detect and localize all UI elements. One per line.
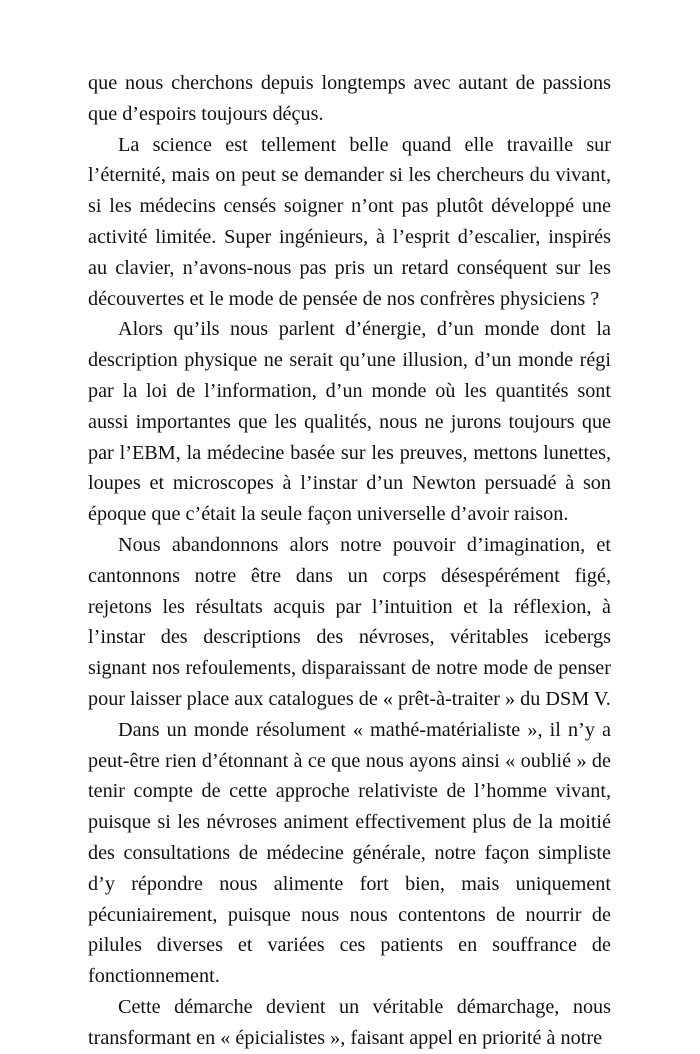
paragraph-2: La science est tellement belle quand elle travaille sur l’éternité, mais on peut se demander si les chercheurs du vivant, si les médecins censés soigner n’ont pas plutôt développé une activité limitée. Super ingénieurs, à l’esprit d’escalier, inspirés au clavier, n’avons-nous pas pris un retard conséquent sur les découvertes et le mode de pensée de nos confrères physiciens ? [88, 133, 611, 310]
document-page [88, 68, 611, 1054]
paragraph-6: Cette démarche devient un véritable démarchage, nous transformant en « épicialistes », faisant appel en priorité à notre [88, 995, 611, 1049]
paragraph-5: Dans un monde résolument « mathé-matérialiste », il n’y a peut-être rien d’étonnant à ce que nous ayons ainsi « oublié » de tenir compte de cette approche relativiste de l’homme vivant, puisque si les névroses animent effectivement plus de la moitié des consultations de médecine générale, notre façon simpliste d’y répondre nous alimente fort bien, mais uniquement pécuniairement, puisque nous nous contentons de nourrir de pilules diverses et variées ces patients en souffrance de fonctionnement. [88, 718, 611, 988]
paragraph-4: Nous abandonnons alors notre pouvoir d’imagination, et cantonnons notre être dans un corps désespérément figé, rejetons les résultats acquis par l’intuition et la réflexion, à l’instar des descriptions des névroses, véritables icebergs signant nos refoulements, disparaissant de notre mode de penser pour laisser place aux catalogues de « prêt-à-traiter » du DSM V. [88, 533, 611, 710]
paragraph-1: que nous cherchons depuis longtemps avec autant de passions que d’espoirs toujours déçus. [88, 72, 611, 125]
paragraph-3: Alors qu’ils nous parlent d’énergie, d’un monde dont la description physique ne serait qu’une illusion, d’un monde régi par la loi de l’information, d’un monde où les quantités sont aussi importantes que les qualités, nous ne jurons toujours que par l’EBM, la médecine basée sur les preuves, mettons lunettes, loupes et microscopes à l’instar d’un Newton persuadé à son époque que c’était la seule façon universelle d’avoir raison. [88, 318, 611, 526]
